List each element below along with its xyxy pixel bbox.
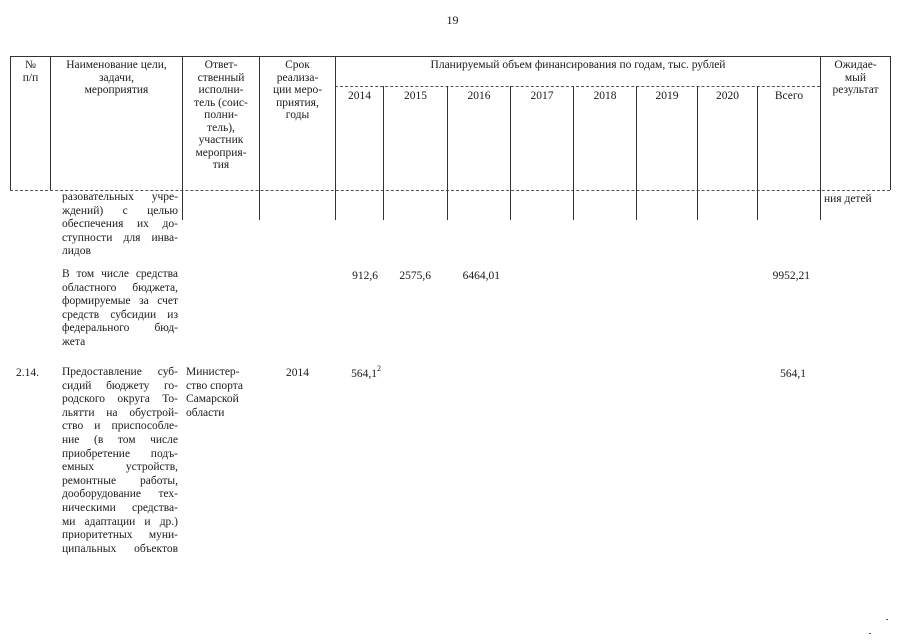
row-214-term: 2014: [286, 367, 309, 379]
row-regional-total: 9952,21: [772, 270, 810, 282]
page-number: 19: [446, 13, 459, 27]
header-year-2015: 2015: [404, 90, 427, 102]
header-year-2020: 2020: [716, 90, 739, 102]
header-year-2016: 2016: [467, 90, 491, 102]
header-year-2017: 2017: [530, 90, 554, 102]
footnote-marker: 2: [377, 364, 381, 374]
scan-speck: [886, 619, 888, 620]
header-name: Наименование цели, задачи, мероприятия: [66, 59, 167, 96]
header-year-2014: 2014: [348, 90, 371, 102]
row-214-num: 2.14.: [16, 367, 39, 379]
header-responsible: Ответ- ственный исполни- тель (соис- полни- тель), участник мероприя- тия: [194, 59, 248, 171]
row-214-name: Предоставление суб- сидий бюджету го- родского округа То- льятти на обустрой- ство и приспособле- ние (в том числе приобретение подъ- емных устройств, ремонтные работы, дооборудование тех- ническими средства- ми адаптации и др.) приоритетных муни- ципальных объектов: [62, 366, 178, 555]
header-result: Ожидае- мый результат: [832, 59, 879, 96]
header-year-2018: 2018: [593, 90, 617, 102]
row-214-responsible: Министер- ство спорта Самарской области: [186, 366, 243, 419]
row-regional-funds-name: В том числе средства областного бюджета, формируемые за счет средств субсидии из федерального бюд- жета: [62, 268, 178, 348]
header-num: № п/п: [22, 59, 39, 84]
row-regional-2016: 6464,01: [462, 270, 500, 282]
row-214-2014: 564,1$^2$: [351, 364, 381, 380]
row-regional-2015: 2575,6: [399, 270, 431, 282]
header-total: Всего: [774, 90, 804, 102]
scan-speck: [869, 633, 871, 634]
row-continuation-result: ния детей: [824, 193, 872, 205]
row-214-total: 564,1: [780, 368, 806, 380]
row-continuation-name: разовательных учре- ждений) с целью обеспечения их до- ступности для инва- лидов: [62, 191, 178, 258]
row-regional-2014: 912,6: [352, 270, 378, 282]
header-term: Срок реализа- ции меро- приятия, годы: [272, 59, 323, 121]
header-year-2019: 2019: [655, 90, 679, 102]
header-financing: Планируемый объем финансирования по годам, тыс. рублей: [430, 59, 726, 71]
